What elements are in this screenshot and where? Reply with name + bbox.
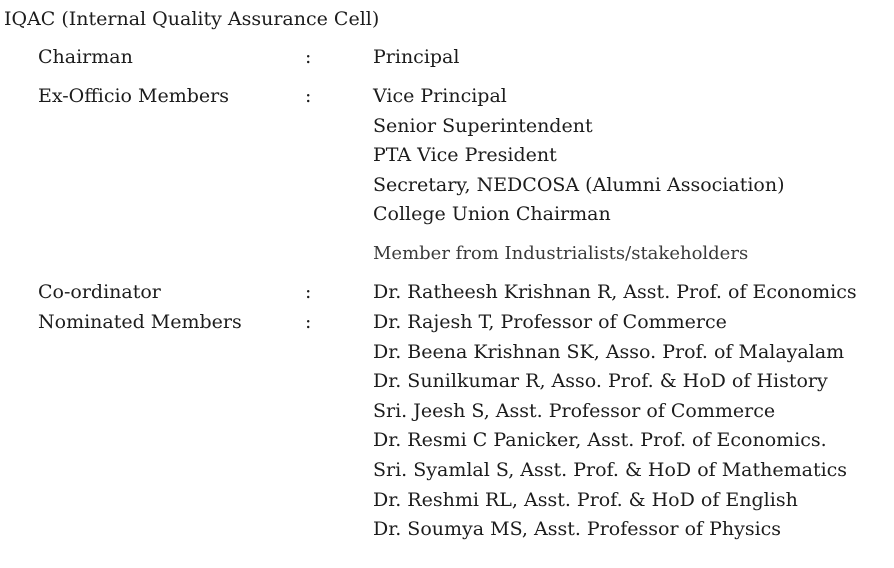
separator-colon: : (305, 85, 312, 107)
separator-colon: : (305, 46, 312, 68)
list-item: Vice Principal (373, 85, 507, 107)
list-item: Sri. Jeesh S, Asst. Professor of Commerce (373, 399, 776, 422)
list-item: Dr. Ratheesh Krishnan R, Asst. Prof. of Economics (373, 281, 857, 303)
list-item: PTA Vice President (373, 144, 557, 167)
list-item: Dr. Resmi C Panicker, Asst. Prof. of Economics. (373, 429, 827, 452)
chairman-label: Chairman (38, 46, 133, 68)
list-item: Dr. Soumya MS, Asst. Professor of Physics (373, 518, 782, 541)
list-item: Secretary, NEDCOSA (Alumni Association) (373, 173, 785, 196)
list-item: Dr. Sunilkumar R, Asso. Prof. & HoD of History (373, 370, 828, 393)
list-item: College Union Chairman (373, 203, 611, 226)
coordinator-label: Co-ordinator (38, 281, 161, 303)
list-item: Principal (373, 46, 460, 68)
coordinator-values (373, 278, 857, 308)
nominated-members-values (373, 308, 847, 545)
separator-colon: : (305, 281, 312, 303)
chairman-values (373, 43, 459, 73)
separator-colon: : (305, 311, 312, 333)
ex-officio-values (373, 82, 785, 230)
page-title: IQAC (Internal Quality Assurance Cell) (4, 8, 380, 30)
list-item: Dr. Rajesh T, Professor of Commerce (373, 311, 727, 333)
list-item: Dr. Reshmi RL, Asst. Prof. & HoD of English (373, 488, 798, 511)
list-item: Senior Superintendent (373, 114, 593, 137)
nominated-members-label: Nominated Members (38, 311, 242, 333)
list-item: Dr. Beena Krishnan SK, Asso. Prof. of Malayalam (373, 340, 845, 363)
industrialist-member-note: Member from Industrialists/stakeholders (373, 243, 749, 264)
ex-officio-label: Ex-Officio Members (38, 85, 229, 107)
list-item: Sri. Syamlal S, Asst. Prof. & HoD of Mathematics (373, 458, 848, 481)
